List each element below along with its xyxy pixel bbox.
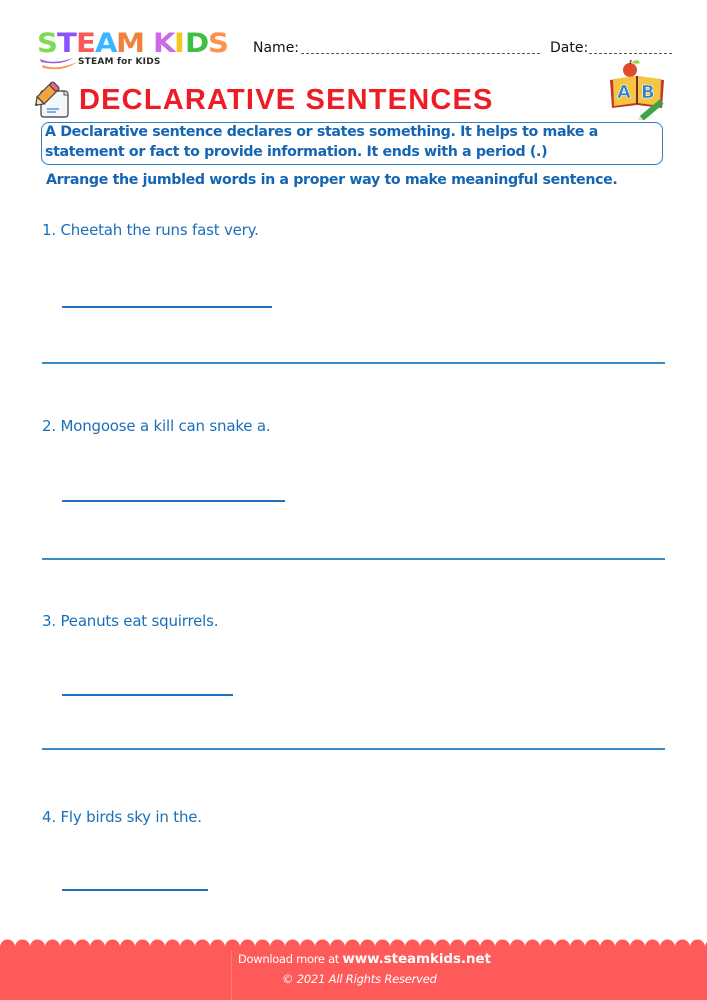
name-label: Name: xyxy=(253,40,300,56)
answer-line-short-3[interactable] xyxy=(62,694,233,696)
name-field[interactable] xyxy=(301,53,540,54)
definition-text: A Declarative sentence declares or states something. It helps to make a statement or fact to provide information. It ends with a period (.) xyxy=(45,124,598,160)
logo-space xyxy=(144,30,153,58)
question-4: 4. Fly birds sky in the. xyxy=(42,808,202,826)
answer-line-long-2[interactable] xyxy=(42,558,665,560)
logo-letter: S xyxy=(207,28,228,59)
abc-book-icon xyxy=(606,58,668,120)
page-title: DECLARATIVE SENTENCES xyxy=(79,84,494,116)
pencil-scroll-icon xyxy=(34,81,72,119)
svg-text:B: B xyxy=(641,82,655,103)
logo-letter: A xyxy=(94,28,117,59)
logo-letter: S xyxy=(37,28,58,59)
answer-line-short-4[interactable] xyxy=(62,889,208,891)
footer-download xyxy=(238,951,491,967)
answer-line-long-1[interactable] xyxy=(42,362,665,364)
answer-line-short-2[interactable] xyxy=(62,500,285,502)
logo-swoosh-icon xyxy=(39,56,79,72)
logo-letter: D xyxy=(184,28,209,59)
logo-letter: I xyxy=(174,28,185,59)
steam-kids-logo xyxy=(37,30,237,72)
footer-divider xyxy=(231,950,232,1000)
logo-letter: T xyxy=(56,28,77,59)
question-1: 1. Cheetah the runs fast very. xyxy=(42,221,259,239)
logo-letter: M xyxy=(116,28,145,59)
answer-line-short-1[interactable] xyxy=(62,306,272,308)
logo-wordmark xyxy=(37,30,227,58)
svg-text:A: A xyxy=(617,82,631,103)
logo-letter: E xyxy=(75,28,96,59)
footer-website-link[interactable]: www.steamkids.net xyxy=(342,951,491,967)
question-2: 2. Mongoose a kill can snake a. xyxy=(42,417,271,435)
instruction-text: Arrange the jumbled words in a proper way to make meaningful sentence. xyxy=(46,172,618,188)
logo-tagline: STEAM for KIDS xyxy=(78,57,161,67)
footer-copyright: © 2021 All Rights Reserved xyxy=(282,972,437,986)
date-field[interactable] xyxy=(589,53,672,54)
date-label: Date: xyxy=(550,40,589,56)
logo-letter: K xyxy=(152,28,175,59)
question-3: 3. Peanuts eat squirrels. xyxy=(42,612,219,630)
footer-download-prefix: Download more at xyxy=(238,952,340,966)
answer-line-long-3[interactable] xyxy=(42,748,665,750)
